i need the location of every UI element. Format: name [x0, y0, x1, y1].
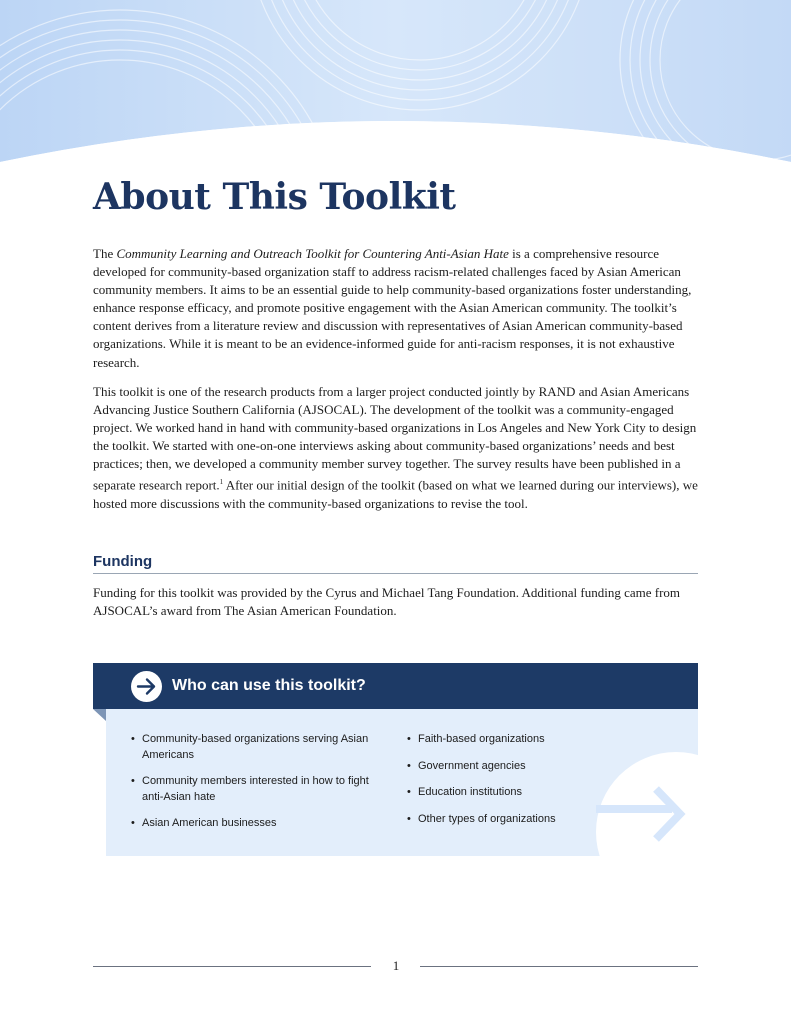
intro-p1-rest: is a comprehensive resource developed for community-based organization staff to address racism-related challenges faced by Asian American community members. It aims to be an essential guide to help community-based organizations foster understanding, enhance response efficacy, and promote positive engagement with the Asian American community. The toolkit’s content derives from a literature review and discussion with representatives of Asian American community-based organizations. While it is meant to be an evidence-informed guide for anti-racism responses, it is not exhaustive research.: [93, 246, 692, 370]
audience-list-left: [131, 732, 371, 843]
callout-title: Who can use this toolkit?: [172, 677, 366, 694]
decor-arrow-right-icon: [596, 783, 691, 847]
intro-p1-prefix: The: [93, 246, 117, 261]
footer-rule-left: [93, 966, 371, 967]
toolkit-name: Community Learning and Outreach Toolkit for Countering Anti-Asian Hate: [116, 246, 509, 261]
page-number: 1: [392, 958, 400, 973]
arrow-right-icon: [131, 671, 162, 702]
funding-paragraph: Funding for this toolkit was provided by the Cyrus and Michael Tang Foundation. Additional funding came from AJSOCAL’s award from The Asian American Foundation.: [93, 585, 681, 619]
funding-heading: Funding: [93, 553, 153, 570]
intro-paragraph-2: [93, 383, 699, 513]
audience-list-right: [407, 732, 607, 838]
intro-p2-part2: After our initial design of the toolkit (based on what we learned during our interviews), we hosted more discussions with the community-based organizations to revise the tool.: [93, 477, 698, 511]
list-item: • Faith-based organizations: [407, 732, 607, 748]
decor-mask: [698, 700, 791, 920]
intro-p2-part1: This toolkit is one of the research products from a larger project conducted jointly by RAND and Asian Americans Advancing Justice Southern California (AJSOCAL). The development of the toolkit was a community-engaged project. We worked hand in hand with community-based organizations in Los Angeles and New York City to design the toolkit. We started with one-on-one interviews asking about community-based organizations’ needs and best practices; then, we developed a community member survey together. The survey results have been published in a separate research report.: [93, 384, 697, 493]
callout-fold: [93, 709, 106, 721]
list-item: • Government agencies: [407, 759, 607, 775]
callout-arrow-badge: [131, 671, 162, 702]
page-title: About This Toolkit: [93, 176, 456, 218]
footer-rule-right: [420, 966, 698, 967]
list-item: • Education institutions: [407, 785, 607, 801]
list-item: • Other types of organizations: [407, 812, 607, 828]
funding-divider: [93, 573, 698, 574]
intro-paragraph-1: [93, 245, 699, 372]
footnote-marker[interactable]: 1: [219, 478, 224, 487]
list-item: • Community members interested in how to fight anti-Asian hate: [131, 774, 371, 805]
list-item: • Asian American businesses: [131, 816, 371, 832]
header-decoration: [0, 0, 791, 170]
list-item: • Community-based organizations serving Asian Americans: [131, 732, 371, 763]
